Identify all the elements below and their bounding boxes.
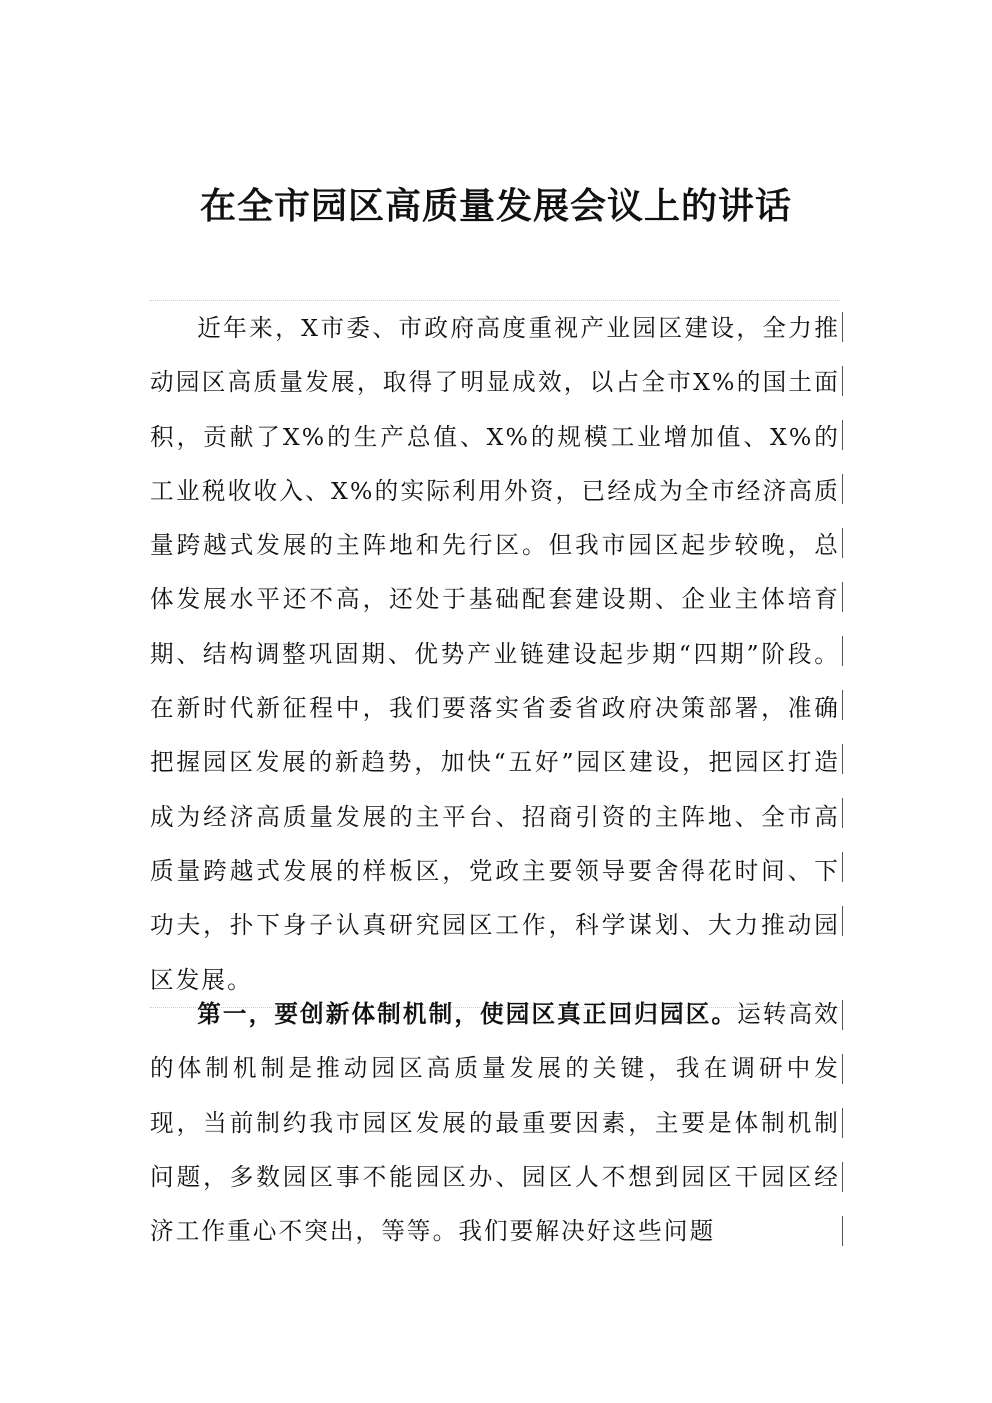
margin-line-marker [842,744,843,774]
paragraph-point-one-lead: 第一，要创新体制机制，使园区真正回归园区。 [197,1000,738,1028]
margin-line-marker [842,474,843,504]
margin-line-marker [842,582,843,612]
margin-line-marker [842,906,843,936]
paragraph-point-one-body: 运转高效的体制机制是推动园区高质量发展的关键，我在调研中发现，当前制约我市园区发展的最重要因素，主要是体制机制问题，多数园区事不能园区办、园区人不想到园区干园区经济工作重心不突出，等等。我们要解决好这些问题 [150,1000,840,1246]
margin-line-marker [842,636,843,666]
margin-line-marker [842,528,843,558]
page-title: 在全市园区高质量发展会议上的讲话 [199,185,792,228]
paragraph-point-one [150,987,840,1258]
margin-line-marker [842,366,843,396]
margin-line-marker [842,690,843,720]
margin-line-marker [842,1216,843,1246]
margin-line-marker [842,852,843,882]
margin-line-marker [842,420,843,450]
margin-line-marker [842,1000,843,1030]
paragraph-intro-text: 近年来，X市委、市政府高度重视产业园区建设，全力推动园区高质量发展，取得了明显成效，以占全市X%的国土面积，贡献了X%的生产总值、X%的规模工业增加值、X%的工业税收收入、X%的实际利用外资，已经成为全市经济高质量跨越式发展的主阵地和先行区。但我市园区起步较晚，总体发展水平还不高，还处于基础配套建设期、企业主体培育期、结构调整巩固期、优势产业链建设起步期“四期”阶段。在新时代新征程中，我们要落实省委省政府决策部署，准确把握园区发展的新趋势，加快“五好”园区建设，把园区打造成为经济高质量发展的主平台、招商引资的主阵地、全市高质量跨越式发展的样板区，党政主要领导要舍得花时间、下功夫，扑下身子认真研究园区工作，科学谋划、大力推动园区发展。 [150,314,840,994]
margin-line-marker [842,1108,843,1138]
margin-line-marker [842,798,843,828]
margin-line-marker [842,1162,843,1192]
paragraph-point-one-text [150,987,840,1258]
margin-line-marker [842,312,843,342]
margin-line-marker [842,1054,843,1084]
paragraph-intro [150,300,840,1008]
